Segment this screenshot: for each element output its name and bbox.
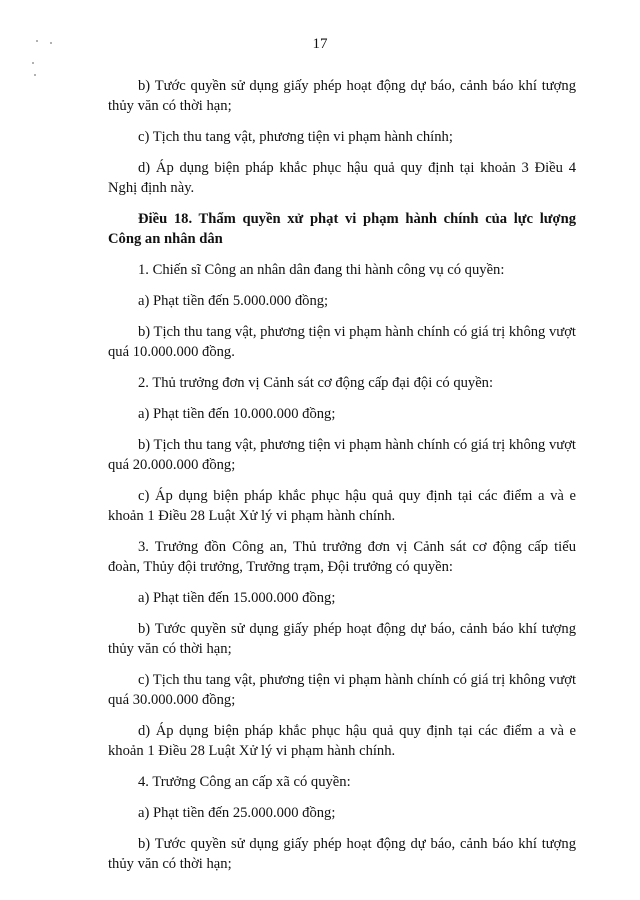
paragraph: b) Tịch thu tang vật, phương tiện vi phạm hành chính có giá trị không vượt quá 20.000.000 đồng; bbox=[108, 437, 576, 473]
paragraph: 4. Trưởng Công an cấp xã có quyền: bbox=[138, 774, 351, 790]
paragraph: b) Tước quyền sử dụng giấy phép hoạt động dự báo, cảnh báo khí tượng thủy văn có thời hạn; bbox=[108, 78, 576, 114]
paragraph: 1. Chiến sĩ Công an nhân dân đang thi hành công vụ có quyền: bbox=[138, 262, 505, 278]
paragraph: 3. Trưởng đồn Công an, Thủ trưởng đơn vị Cảnh sát cơ động cấp tiểu đoàn, Thủy đội trưởng, Trưởng trạm, Đội trưởng có quyền: bbox=[108, 539, 576, 575]
paragraph: a) Phạt tiền đến 5.000.000 đồng; bbox=[138, 293, 329, 309]
paragraph: c) Tịch thu tang vật, phương tiện vi phạm hành chính có giá trị không vượt quá 30.000.000 đồng; bbox=[108, 672, 576, 708]
page-number: 17 bbox=[312, 36, 328, 52]
paragraph: b) Tịch thu tang vật, phương tiện vi phạm hành chính có giá trị không vượt quá 10.000.000 đồng. bbox=[108, 324, 576, 360]
paragraph: 2. Thủ trưởng đơn vị Cảnh sát cơ động cấp đại đội có quyền: bbox=[138, 375, 494, 391]
paragraph: b) Tước quyền sử dụng giấy phép hoạt động dự báo, cảnh báo khí tượng thủy văn có thời hạn; bbox=[108, 836, 576, 872]
article-heading: Điều 18. Thẩm quyền xử phạt vi phạm hành chính của lực lượng Công an nhân dân bbox=[108, 211, 576, 247]
paragraph: a) Phạt tiền đến 10.000.000 đồng; bbox=[138, 406, 336, 422]
paragraph: c) Áp dụng biện pháp khắc phục hậu quả quy định tại các điểm a và e khoản 1 Điều 28 Luật Xử lý vi phạm hành chính. bbox=[108, 488, 576, 524]
paragraph: c) Tịch thu tang vật, phương tiện vi phạm hành chính; bbox=[138, 129, 453, 145]
paragraph: d) Áp dụng biện pháp khắc phục hậu quả quy định tại các điểm a và e khoản 1 Điều 28 Luật Xử lý vi phạm hành chính. bbox=[108, 723, 576, 759]
paragraph: b) Tước quyền sử dụng giấy phép hoạt động dự báo, cảnh báo khí tượng thủy văn có thời hạn; bbox=[108, 621, 576, 657]
paragraph: d) Áp dụng biện pháp khắc phục hậu quả quy định tại khoản 3 Điều 4 Nghị định này. bbox=[108, 160, 576, 196]
paragraph: a) Phạt tiền đến 25.000.000 đồng; bbox=[138, 805, 336, 821]
paragraph: a) Phạt tiền đến 15.000.000 đồng; bbox=[138, 590, 336, 606]
document-body bbox=[108, 76, 576, 874]
